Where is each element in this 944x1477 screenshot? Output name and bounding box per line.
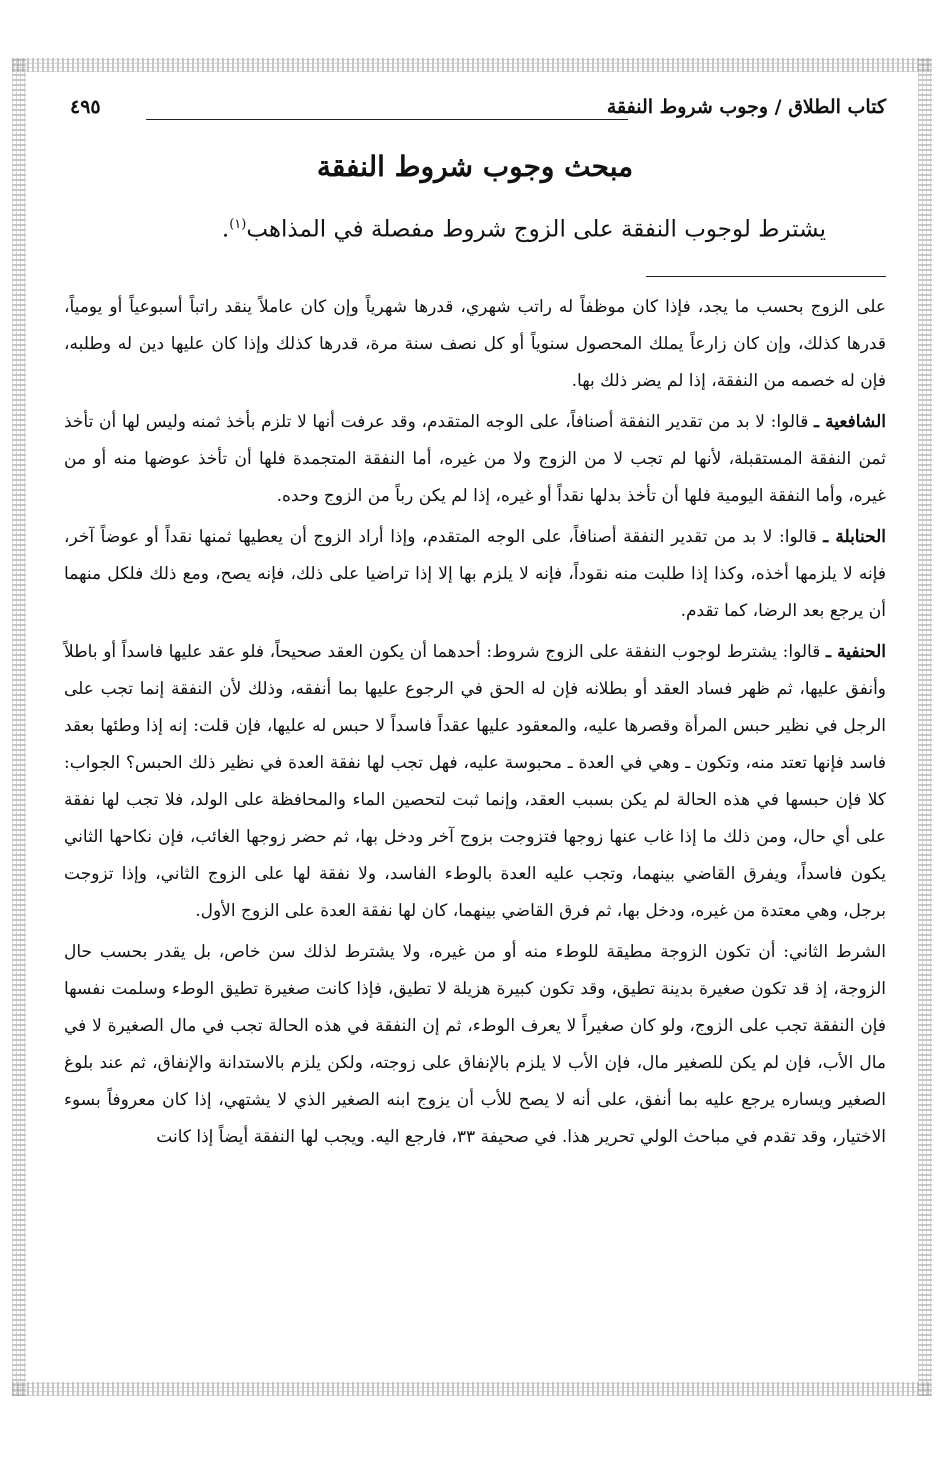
paragraph-text: قالوا: لا بد من تقدير النفقة أصنافاً، على الوجه المتقدم، وإذا أراد الزوج أن يعطيها ثمنها نقداً أو عوضاً آخر، فإنه لا يلزمها أخذه، وكذا إذا طلبت منه نقوداً، فإنه لا يلزم بها إلا إذا تراضيا على ذلك، فإنه يصح، ومع ذلك فلكل منهما أن يرجع بعد الرضا، كما تقدم. — [64, 527, 886, 621]
footnote-reference[interactable]: (١) — [229, 217, 247, 232]
intro-text: يشترط لوجوب النفقة على الزوج شروط مفصلة في المذاهب — [246, 216, 826, 243]
paragraph — [64, 934, 886, 1156]
paragraph — [64, 289, 886, 400]
ornamental-border-left — [12, 58, 26, 1396]
intro-end: . — [221, 216, 230, 243]
section-title: مبحث وجوب شروط النفقة — [316, 150, 634, 183]
paragraph-text: قالوا: يشترط لوجوب النفقة على الزوج شروط: أحدهما أن يكون العقد صحيحاً، فلو عقد عليها فاسداً أو باطلاً وأنفق عليها، ثم ظهر فساد العقد أو بطلانه فإن له الحق في الرجوع عليها بما أنفقه، وذلك لأن النفقة إنما تجب على الرجل في نظير حبس المرأة وقصرها عليه، والمعقود عليها عقداً فاسداً لا حبس له عليها، فإن قلت: إنه إذا وطئها بعقد فاسد فإنها تعتد منه، وتكون ـ وهي في العدة ـ محبوسة عليه، فهل تجب لها نفقة العدة في نظير ذلك الحبس؟ الجواب: كلا فإن حبسها في هذه الحالة لم يكن بسبب العقد، وإنما ثبت لتحصين الماء والمحافظة على الولد، فلا تجب لها نفقة على أي حال، ومن ذلك ما إذا غاب عنها زوجها فتزوجت بزوج آخر ودخل بها، ثم حضر زوجها الغائب، فإن نكاحها الثاني يكون فاسداً، ويفرق القاضي بينهما، وتجب عليه العدة بالوطء الفاسد، ولا نفقة لها على الزوج الثاني، وإذا تزوجت برجل، وهي معتدة من غيره، ودخل بها، ثم فرق القاضي بينهما، كان لها نفقة العدة على الزوج الأول. — [64, 642, 886, 921]
paragraph-text: قالوا: لا بد من تقدير النفقة أصنافاً، على الوجه المتقدم، وقد عرفت أنها لا تلزم بأخذ ثمنه وليس لها أن تأخذ ثمن النفقة المستقبلة، لأنها لم تجب لا من الزوج ولا من غيره، أما النفقة المتجمدة فلها أن تأخذ عوضها منه أو من غيره، وأما النفقة اليومية فلها أن تأخذ بدلها نقداً أو غيره، إذا لم يكن رباً من الزوج وحده. — [64, 412, 886, 506]
footnote-separator — [646, 276, 886, 277]
ornamental-border-right — [918, 58, 932, 1396]
paragraph — [64, 404, 886, 515]
page-header — [64, 96, 886, 130]
footnote-body — [64, 289, 886, 1160]
page-content — [64, 58, 886, 1396]
header-rule — [146, 119, 628, 120]
paragraph-text: الشرط الثاني: أن تكون الزوجة مطيقة للوطء منه أو من غيره، ولا يشترط لذلك سن خاص، بل يقدر بحسب حال الزوجة، إذ قد تكون صغيرة بدينة تطيق، وقد تكون كبيرة هزيلة لا تطيق، فإذا كانت صغيرة تطيق الوطء وسلمت نفسها فإن النفقة تجب على الزوج، ولو كان صغيراً لا يعرف الوطء، ثم إن النفقة في هذه الحالة تجب في مال الصغيرة لا في مال الأب، فإن لم يكن للصغير مال، فإن الأب لا يلزم بالإنفاق على زوجته، ولكن يلزم بالاستدانة والإنفاق، ثم عند بلوغ الصغير ويساره يرجع عليه بما أنفق، على أنه لا يصح للأب أن يزوج ابنه الصغير الذي لا يشتهي، إذا كان معروفاً بسوء الاختيار، وقد تقدم في مباحث الولي تحرير هذا. في صحيفة ٣٣، فارجع اليه. ويجب لها النفقة أيضاً إذا كانت — [64, 942, 886, 1147]
page-frame — [12, 58, 932, 1396]
paragraph — [64, 634, 886, 930]
paragraph-lead-shafii: الشافعية ـ — [814, 412, 886, 432]
section-intro — [64, 208, 826, 247]
paragraph-lead-hanafi: الحنفية ـ — [826, 642, 886, 662]
running-title: كتاب الطلاق / وجوب شروط النفقة — [606, 96, 886, 118]
paragraph-lead-hanbali: الحنابلة ـ — [823, 527, 886, 547]
page-number: ٤٩٥ — [70, 96, 101, 118]
paragraph — [64, 519, 886, 630]
paragraph-text: على الزوج بحسب ما يجد، فإذا كان موظفاً له راتب شهري، قدرها شهرياً وإن كان عاملاً ينقد راتباً أسبوعياً أو يومياً، قدرها كذلك، وإن كان زارعاً يملك المحصول سنوياً أو كل نصف سنة مرة، قدرها كذلك وإذا كان عليها دين له وطلبه، فإن له خصمه من النفقة، إذا لم يضر ذلك بها. — [64, 297, 886, 391]
